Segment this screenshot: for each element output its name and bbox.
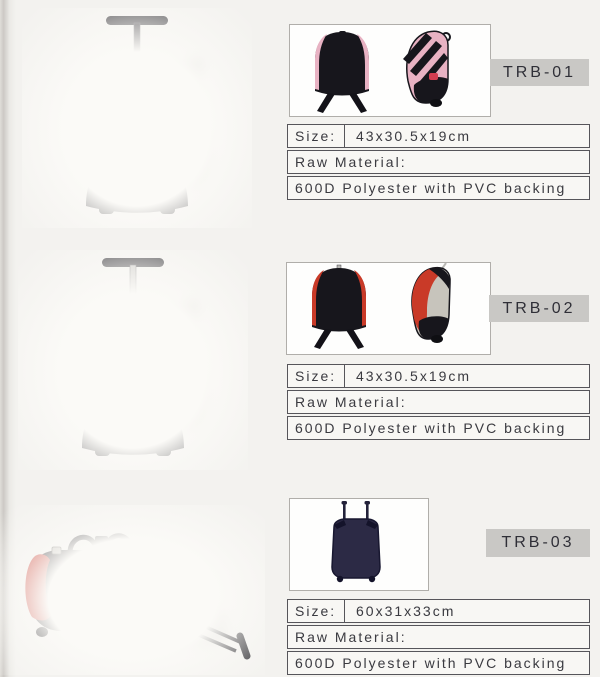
photo-background — [0, 505, 265, 675]
product-code-badge-trb03 — [486, 529, 590, 557]
size-row — [287, 124, 590, 148]
size-row — [287, 364, 590, 388]
duffel-detail-view — [290, 499, 426, 588]
material-value-row — [287, 416, 590, 440]
product-photo-trb03 — [0, 505, 265, 675]
spec-table-trb01 — [287, 124, 590, 202]
size-value: 60x31x33cm — [356, 603, 456, 619]
material-label: Raw Material: — [295, 394, 407, 410]
material-value: 600D Polyester with PVC backing — [295, 420, 567, 436]
backpack-side-view — [412, 263, 450, 343]
material-label-row — [287, 390, 590, 414]
size-label: Size: — [288, 125, 345, 147]
size-value: 43x30.5x19cm — [356, 128, 472, 144]
product-code-text: TRB-03 — [501, 534, 575, 551]
product-code-text: TRB-02 — [502, 299, 576, 317]
material-label-row — [287, 625, 590, 649]
detail-photo-box-trb03 — [289, 498, 429, 591]
spec-table-trb02 — [287, 364, 590, 442]
size-label: Size: — [288, 365, 345, 387]
size-value: 43x30.5x19cm — [356, 368, 472, 384]
material-value: 600D Polyester with PVC backing — [295, 180, 567, 196]
detail-photo-box-trb02 — [286, 262, 491, 355]
material-label: Raw Material: — [295, 154, 407, 170]
product-code-badge-trb02 — [489, 295, 589, 322]
product-code-text: TRB-01 — [502, 63, 577, 81]
product-code-badge-trb01 — [490, 59, 589, 86]
material-label-row — [287, 150, 590, 174]
photo-background — [22, 8, 252, 228]
spec-table-trb03 — [287, 599, 590, 677]
backpack-detail-views — [290, 25, 488, 114]
size-row — [287, 599, 590, 623]
duffel-end-view — [332, 501, 380, 582]
product-photo-trb01 — [22, 8, 252, 228]
photo-background — [18, 250, 248, 470]
material-label: Raw Material: — [295, 629, 407, 645]
backpack-detail-views — [287, 263, 488, 352]
material-value: 600D Polyester with PVC backing — [295, 655, 567, 671]
material-value-row — [287, 176, 590, 200]
backpack-back-view — [315, 31, 369, 113]
material-value-row — [287, 651, 590, 675]
detail-photo-box-trb01 — [289, 24, 491, 117]
backpack-side-view — [403, 31, 450, 107]
product-photo-trb02 — [18, 250, 248, 470]
backpack-back-view — [312, 265, 366, 349]
size-label: Size: — [288, 600, 345, 622]
